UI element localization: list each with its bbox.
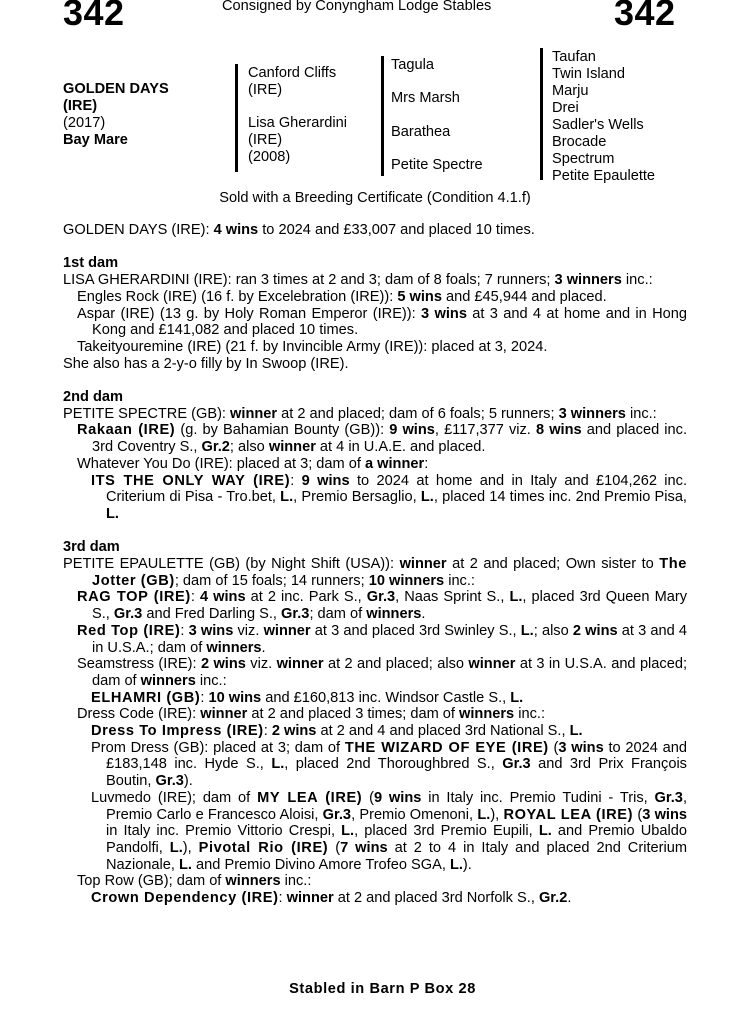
pedigree-sire [248,65,336,99]
pedigree-gen3-item: Spectrum [552,151,615,167]
pedigree-gen3-item: Petite Epaulette [552,168,656,184]
pedigree-bracket-2 [381,56,384,176]
breeding-certificate-note: Sold with a Breeding Certificate (Condition 4.1.f) [219,190,531,206]
dam-country: (IRE) [248,132,283,148]
sire-country: (IRE) [248,82,283,98]
first-dam-intro: LISA GHERARDINI (IRE): ran 3 times at 2 and 3; dam of 8 foals; 7 runners; 3 winners inc.: [63,272,653,289]
third-dam-produce: Dress To Impress (IRE): 2 wins at 2 and 4 and placed 3rd National S., L. [91,723,583,740]
dam-year: (2008) [248,149,291,165]
third-dam-runner: Seamstress (IRE): 2 wins viz. winner at 2 and placed; also winner at 3 in U.S.A. and placed; dam of winners inc.: [77,656,688,689]
horse-name: GOLDEN DAYS [63,81,169,97]
pedigree-gen3-item: Marju [552,83,589,99]
third-dam-produce: Luvmedo (IRE); dam of MY LEA (IRE) (9 wins in Italy inc. Premio Tudini - Tris, Gr.3, Premio Carlo e Francesco Aloisi, Gr.3, Premio Omenoni, L.), ROYAL LEA (IRE) (3 wins in Italy inc. Premio Vittorio Crespi, L., placed 3rd Premio Eupili, L. and Premio Ubaldo Pandolfi, L.), Pivotal Rio (IRE) (7 wins at 2 to 4 in Italy and placed 2nd Criterium Nazionale, L. and Premio Divino Amore Trofeo SGA, L.). [91,789,688,873]
third-dam-produce: Crown Dependency (IRE): winner at 2 and placed 3rd Norfolk S., Gr.2. [91,890,572,907]
first-dam-runner: Engles Rock (IRE) (16 f. by Excelebration (IRE)): 5 wins and £45,944 and placed. [77,288,607,305]
second-dam-intro: PETITE SPECTRE (GB): winner at 2 and placed; dam of 6 foals; 5 runners; 3 winners inc.: [63,405,657,422]
second-dam-runner: Whatever You Do (IRE): placed at 3; dam of a winner: [77,455,429,472]
third-dam-runner: Top Row (GB); dam of winners inc.: [77,873,312,890]
first-dam-runner: Aspar (IRE) (13 g. by Holy Roman Emperor (IRE)): 3 wins at 3 and 4 at home and in Hong Kong and £141,082 and placed 10 times. [77,305,687,339]
first-dam-note: She also has a 2-y-o filly by In Swoop (IRE). [63,355,349,372]
pedigree-gen2-4: Petite Spectre [391,157,483,173]
dam-name: Lisa Gherardini [248,115,347,131]
first-dam-runner: Takeityouremine (IRE) (21 f. by Invincible Army (IRE)): placed at 3, 2024. [77,338,548,355]
second-dam-runner: Rakaan (IRE) (g. by Bahamian Bounty (GB)): 9 wins, £117,377 viz. 8 wins and placed inc. 3rd Coventry S., Gr.2; also winner at 4 in U.A.E. and placed. [77,422,688,456]
stabling-footer: Stabled in Barn P Box 28 [289,981,476,997]
sire-name: Canford Cliffs [248,65,337,81]
third-dam-runner: Red Top (IRE): 3 wins viz. winner at 3 and placed 3rd Swinley S., L.; also 2 wins at 3 and 4 in U.S.A.; dam of winners. [77,622,688,656]
pedigree-gen3-item: Taufan [552,49,596,65]
pedigree-gen3 [552,49,655,185]
pedigree-gen2-1: Tagula [391,57,435,73]
third-dam-intro: PETITE EPAULETTE (GB) (by Night Shift (USA)): winner at 2 and placed; Own sister to The Jotter (GB); dam of 15 foals; 14 runners; 10 winners inc.: [63,556,687,589]
catalogue-body [63,222,687,907]
pedigree-bracket-1 [235,64,238,172]
third-dam-runner: Dress Code (IRE): winner at 2 and placed 3 times; dam of winners inc.: [77,706,546,723]
second-dam-heading: 2nd dam [63,389,124,405]
third-dam-produce: Prom Dress (GB): placed at 3; dam of THE WIZARD OF EYE (IRE) (3 wins to 2024 and £183,148 inc. Hyde S., L., placed 2nd Thoroughbred S., Gr.3 and 3rd Prix François Boutin, Gr.3). [91,739,687,790]
pedigree-gen3-item: Brocade [552,134,607,150]
pedigree-dam [248,115,347,166]
lot-number-left: 342 [63,0,125,33]
horse-country: (IRE) [63,98,98,114]
second-dam-produce: ITS THE ONLY WAY (IRE): 9 wins to 2024 at home and in Italy and £104,262 inc. Criterium di Pisa - Tro.bet, L., Premio Bersaglio, L., placed 14 times inc. 2nd Premio Pisa, L. [91,472,688,522]
first-dam-heading: 1st dam [63,255,119,272]
horse-year: (2017) [63,115,106,131]
pedigree-gen3-item: Twin Island [552,66,626,82]
horse-description: Bay Mare [63,132,128,148]
pedigree-bracket-3 [540,48,543,180]
pedigree-gen3-item: Drei [552,100,579,116]
lot-number-right: 342 [614,0,676,33]
third-dam-heading: 3rd dam [63,539,120,556]
third-dam-produce: ELHAMRI (GB): 10 wins and £160,813 inc. Windsor Castle S., L. [91,689,524,706]
pedigree-gen2-2: Mrs Marsh [391,90,460,106]
horse-identity [63,81,169,149]
third-dam-runner: RAG TOP (IRE): 4 wins at 2 inc. Park S., Gr.3, Naas Sprint S., L., placed 3rd Queen Mary S., Gr.3 and Fred Darling S., Gr.3; dam of winners. [77,589,688,623]
consignor: Consigned by Conyngham Lodge Stables [222,0,492,14]
pedigree-gen2-3: Barathea [391,124,451,140]
horse-summary: GOLDEN DAYS (IRE): 4 wins to 2024 and £33,007 and placed 10 times. [63,222,535,238]
pedigree-gen3-item: Sadler's Wells [552,117,644,133]
